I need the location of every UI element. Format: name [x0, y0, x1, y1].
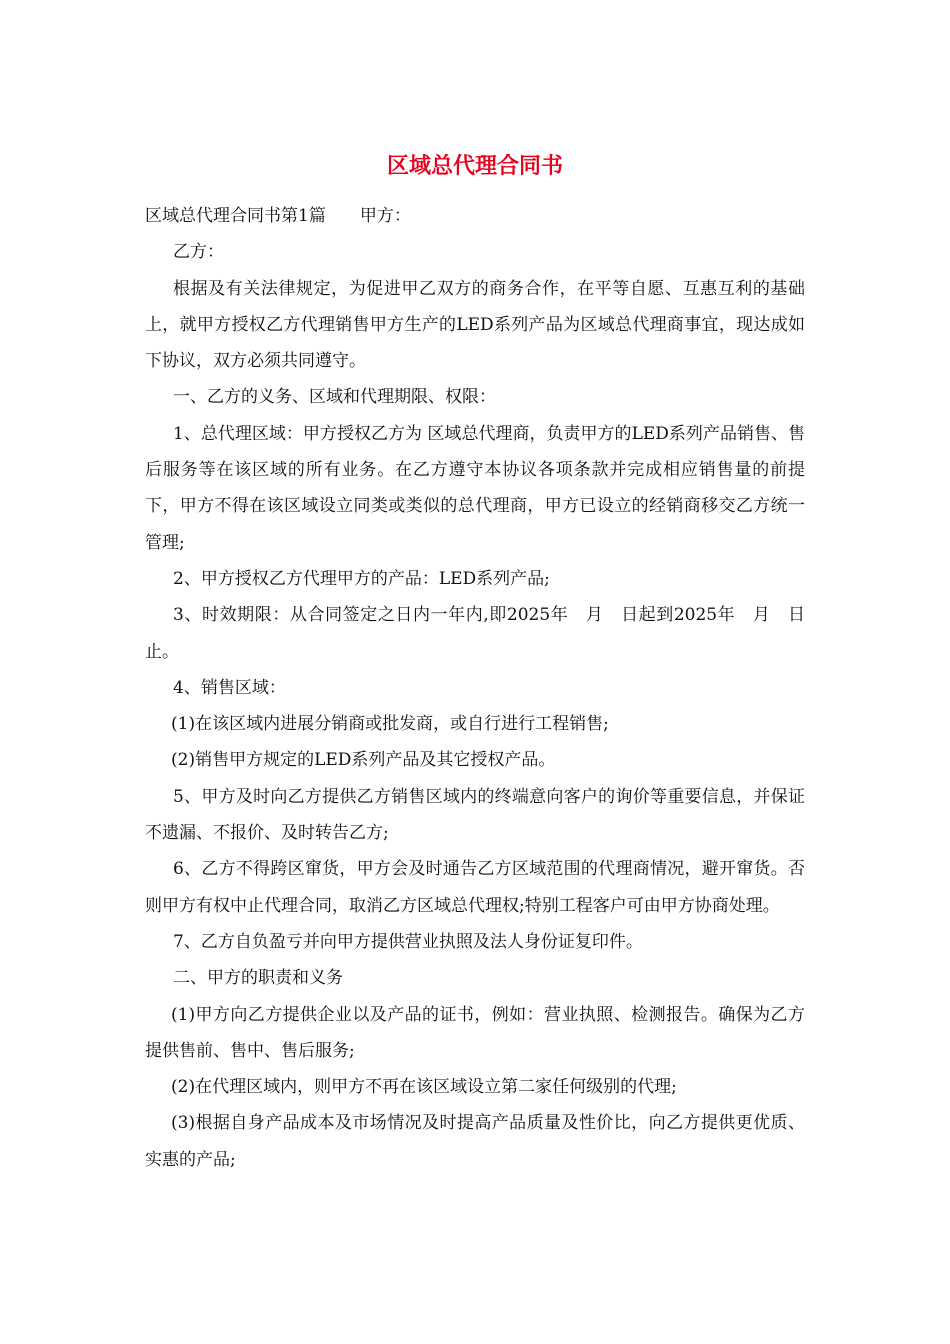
clause-2: 2、甲方授权乙方代理甲方的产品：LED系列产品; [173, 568, 550, 589]
clause-4-item-1: (1)在该区域内进展分销商或批发商，或自行进行工程销售; [171, 714, 609, 735]
clause-5: 5、甲方及时向乙方提供乙方销售区域内的终端意向客户的询价等重要信息，并保证不遗漏、不报价、及时转告乙方; [145, 786, 805, 844]
paragraph-party-b: 乙方： [173, 242, 224, 263]
document-body [145, 198, 805, 1178]
document-title: 区域总代理合同书 [386, 154, 563, 179]
section-heading-2: 二、甲方的职责和义务 [173, 968, 343, 989]
paragraph-preamble: 根据及有关法律规定，为促进甲乙双方的商务合作，在平等自愿、互惠互利的基础上，就甲方授权乙方代理销售甲方生产的LED系列产品为区域总代理商事宜，现达成如下协议，双方必须共同遵守。 [145, 278, 805, 372]
clause-4: 4、销售区域： [173, 677, 286, 698]
section-heading-1: 一、乙方的义务、区域和代理期限、权限： [173, 387, 496, 408]
clause-1: 1、总代理区域：甲方授权乙方为 区域总代理商，负责甲方的LED系列产品销售、售后服务等在该区域的所有业务。在乙方遵守本协议各项条款并完成相应销售量的前提下，甲方不得在该区域设立同类或类似的总代理商，甲方已设立的经销商移交乙方统一管理; [145, 423, 805, 553]
clause-3: 3、时效期限：从合同签定之日内一年内,即2025年 月 日起到2025年 月 日止。 [145, 605, 805, 662]
section-2-item-1: (1)甲方向乙方提供企业以及产品的证书，例如：营业执照、检测报告。确保为乙方提供售前、售中、售后服务; [145, 1004, 805, 1061]
section-2-item-3: (3)根据自身产品成本及市场情况及时提高产品质量及性价比，向乙方提供更优质、实惠的产品; [145, 1113, 805, 1170]
clause-6: 6、乙方不得跨区窜货，甲方会及时通告乙方区域范围的代理商情况，避开窜货。否则甲方有权中止代理合同，取消乙方区域总代理权;特别工程客户可由甲方协商处理。 [145, 859, 805, 916]
clause-7: 7、乙方自负盈亏并向甲方提供营业执照及法人身份证复印件。 [173, 931, 643, 952]
paragraph-heading-line: 区域总代理合同书第1篇 甲方： [145, 206, 411, 226]
section-2-item-2: (2)在代理区域内，则甲方不再在该区域设立第二家任何级别的代理; [171, 1077, 677, 1098]
clause-4-item-2: (2)销售甲方规定的LED系列产品及其它授权产品。 [171, 750, 556, 771]
